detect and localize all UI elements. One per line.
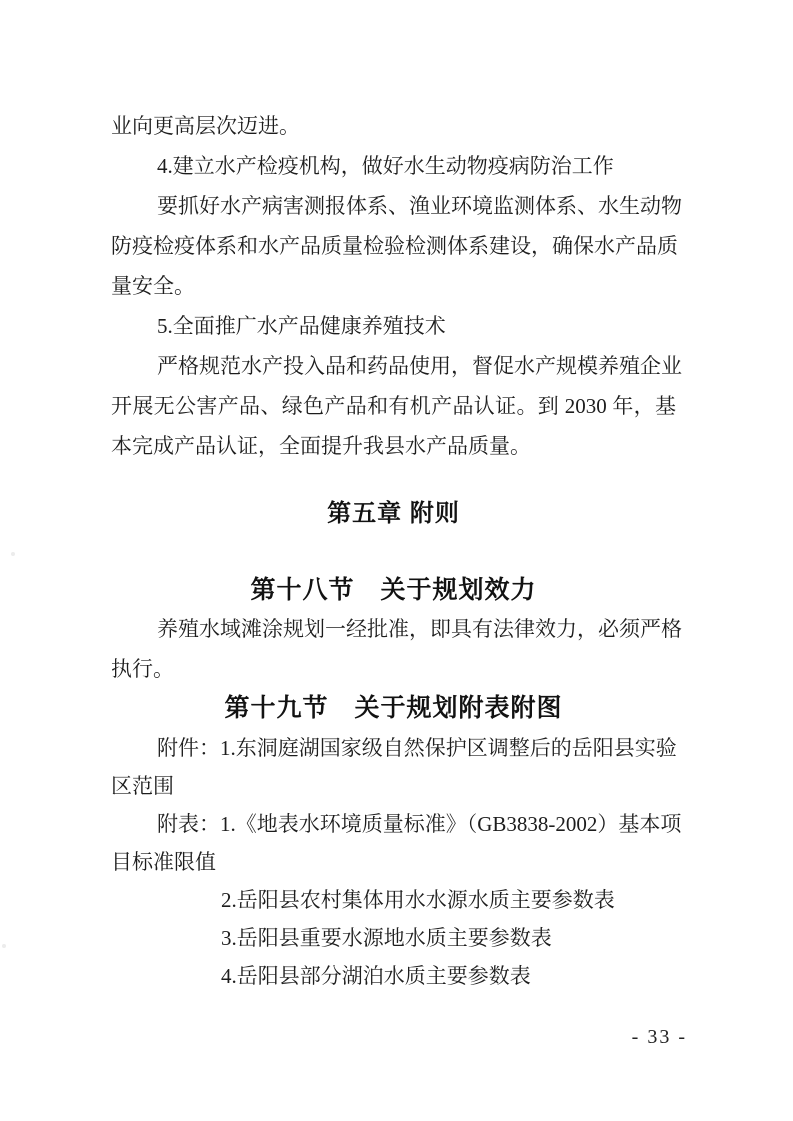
section-heading-19: 第十九节 关于规划附表附图 — [224, 694, 563, 722]
section-heading-18: 第十八节 关于规划效力 — [250, 576, 537, 604]
document-body — [111, 106, 682, 995]
paragraph-line: 养殖水域滩涂规划一经批准，即具有法律效力，必须严格 — [157, 617, 682, 641]
attachment-list-item: 2.岳阳县农村集体用水水源水质主要参数表 — [221, 888, 615, 912]
chapter-heading: 第五章 附则 — [327, 500, 460, 527]
scan-speck — [2, 944, 6, 948]
paragraph-line: 要抓好水产病害测报体系、渔业环境监测体系、水生动物 — [157, 194, 682, 218]
attachment-line: 区范围 — [111, 774, 174, 798]
paragraph-line: 执行。 — [111, 657, 174, 681]
attachments-list — [111, 729, 682, 995]
attachment-list-item: 3.岳阳县重要水源地水质主要参数表 — [221, 926, 552, 950]
attachment-line: 附表：1.《地表水环境质量标准》（GB3838-2002）基本项 — [157, 812, 682, 836]
paragraph-line: 开展无公害产品、绿色产品和有机产品认证。到 2030 年，基 — [111, 394, 676, 418]
page-number: - 33 - — [631, 1026, 687, 1048]
paragraph-line: 严格规范水产投入品和药品使用，督促水产规模养殖企业 — [157, 354, 682, 378]
paragraph-line: 业向更高层次迈进。 — [111, 114, 300, 138]
paragraph-line: 4.建立水产检疫机构，做好水生动物疫病防治工作 — [157, 154, 614, 178]
attachment-list-item: 4.岳阳县部分湖泊水质主要参数表 — [221, 964, 531, 988]
paragraph-line: 5.全面推广水产品健康养殖技术 — [157, 314, 446, 338]
paragraph-line: 防疫检疫体系和水产品质量检验检测体系建设，确保水产品质 — [111, 234, 678, 258]
paragraph-line: 量安全。 — [111, 274, 195, 298]
attachment-line: 目标准限值 — [111, 850, 216, 874]
attachment-line: 附件：1.东洞庭湖国家级自然保护区调整后的岳阳县实验 — [157, 736, 677, 760]
paragraph-line: 本完成产品认证，全面提升我县水产品质量。 — [111, 434, 531, 458]
scan-speck — [11, 552, 15, 556]
